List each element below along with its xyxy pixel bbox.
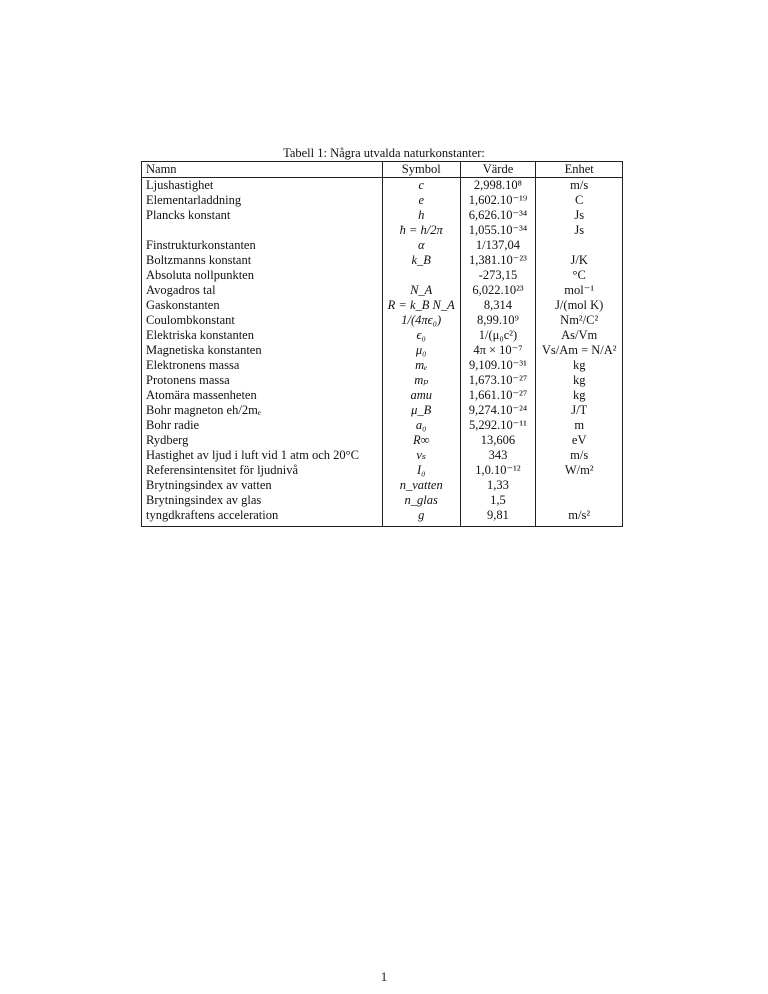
cell-symbol: N_A bbox=[382, 283, 460, 298]
cell-unit: Nm²/C² bbox=[536, 313, 623, 328]
cell-unit: J/(mol K) bbox=[536, 298, 623, 313]
cell-unit: °C bbox=[536, 268, 623, 283]
cell-unit: Js bbox=[536, 223, 623, 238]
table-row bbox=[142, 238, 623, 253]
cell-value: 1,055.10⁻³⁴ bbox=[460, 223, 536, 238]
cell-value: -273,15 bbox=[460, 268, 536, 283]
cell-name: Absoluta nollpunkten bbox=[146, 268, 254, 282]
cell-name: Gaskonstanten bbox=[146, 298, 220, 312]
cell-value: 1,5 bbox=[460, 493, 536, 508]
cell-symbol: a₀ bbox=[382, 418, 460, 433]
table-row bbox=[142, 178, 623, 194]
cell-name: Bohr radie bbox=[146, 418, 200, 432]
cell-name: Bohr magneton eh/2mₑ bbox=[146, 403, 261, 417]
cell-unit: kg bbox=[536, 358, 623, 373]
cell-name bbox=[142, 223, 383, 238]
table-row bbox=[142, 448, 623, 463]
cell-name: Magnetiska konstanten bbox=[146, 343, 262, 357]
cell-value: 8,99.10⁹ bbox=[460, 313, 536, 328]
cell-value: 2,998.10⁸ bbox=[460, 178, 536, 194]
cell-symbol: c bbox=[382, 178, 460, 194]
cell-value: 1/(μ₀c²) bbox=[460, 328, 536, 343]
table-row bbox=[142, 328, 623, 343]
cell-name: Plancks konstant bbox=[146, 208, 231, 222]
cell-symbol: μ₀ bbox=[382, 343, 460, 358]
header-name: Namn bbox=[142, 162, 383, 178]
cell-symbol: mₑ bbox=[382, 358, 460, 373]
cell-name: Coulombkonstant bbox=[146, 313, 235, 327]
table-row bbox=[142, 388, 623, 403]
cell-symbol: ħ = h/2π bbox=[382, 223, 460, 238]
cell-value: 1/137,04 bbox=[460, 238, 536, 253]
cell-name: Finstrukturkonstanten bbox=[146, 238, 256, 252]
cell-name: tyngdkraftens acceleration bbox=[146, 508, 279, 522]
table-row bbox=[142, 433, 623, 448]
table-row bbox=[142, 313, 623, 328]
cell-unit: W/m² bbox=[536, 463, 623, 478]
header-unit: Enhet bbox=[536, 162, 623, 178]
cell-unit: m/s bbox=[536, 448, 623, 463]
cell-unit: C bbox=[536, 193, 623, 208]
cell-value: 1,673.10⁻²⁷ bbox=[460, 373, 536, 388]
cell-symbol: R∞ bbox=[382, 433, 460, 448]
page-number: 1 bbox=[380, 970, 388, 984]
table-row bbox=[142, 358, 623, 373]
cell-value: 9,109.10⁻³¹ bbox=[460, 358, 536, 373]
table-caption: Tabell 1: Några utvalda naturkonstanter: bbox=[283, 146, 485, 160]
cell-value: 4π × 10⁻⁷ bbox=[460, 343, 536, 358]
table-row bbox=[142, 268, 623, 283]
table-row bbox=[142, 343, 623, 358]
table-header-row bbox=[142, 162, 623, 178]
cell-name: Ljushastighet bbox=[146, 178, 214, 192]
cell-value: 1,33 bbox=[460, 478, 536, 493]
cell-symbol: ϵ₀ bbox=[382, 328, 460, 343]
cell-value: 9,81 bbox=[460, 508, 536, 527]
cell-symbol: α bbox=[382, 238, 460, 253]
cell-name: Hastighet av ljud i luft vid 1 atm och 20°C bbox=[146, 448, 359, 462]
cell-value: 6,022.10²³ bbox=[460, 283, 536, 298]
cell-symbol: μ_B bbox=[382, 403, 460, 418]
cell-unit: J/T bbox=[536, 403, 623, 418]
table-body bbox=[142, 178, 623, 527]
cell-unit: eV bbox=[536, 433, 623, 448]
cell-value: 6,626.10⁻³⁴ bbox=[460, 208, 536, 223]
cell-symbol: h bbox=[382, 208, 460, 223]
table-row bbox=[142, 493, 623, 508]
cell-name: Atomära massenheten bbox=[146, 388, 257, 402]
header-symbol: Symbol bbox=[382, 162, 460, 178]
cell-symbol: R = k_B N_A bbox=[382, 298, 460, 313]
table-row bbox=[142, 223, 623, 238]
cell-name: Brytningsindex av glas bbox=[146, 493, 262, 507]
table-row bbox=[142, 508, 623, 527]
cell-symbol: k_B bbox=[382, 253, 460, 268]
cell-symbol: vₛ bbox=[382, 448, 460, 463]
cell-value: 1,381.10⁻²³ bbox=[460, 253, 536, 268]
table-row bbox=[142, 373, 623, 388]
cell-symbol: amu bbox=[382, 388, 460, 403]
table-row bbox=[142, 298, 623, 313]
cell-unit: Js bbox=[536, 208, 623, 223]
table-row bbox=[142, 193, 623, 208]
cell-symbol: mₚ bbox=[382, 373, 460, 388]
cell-symbol: e bbox=[382, 193, 460, 208]
cell-unit: m/s bbox=[536, 178, 623, 194]
cell-unit bbox=[536, 238, 623, 253]
cell-name: Avogadros tal bbox=[146, 283, 216, 297]
cell-symbol: 1/(4πϵ₀) bbox=[382, 313, 460, 328]
cell-unit: As/Vm bbox=[536, 328, 623, 343]
table-row bbox=[142, 463, 623, 478]
cell-value: 5,292.10⁻¹¹ bbox=[460, 418, 536, 433]
cell-unit: Vs/Am = N/A² bbox=[536, 343, 623, 358]
cell-value: 9,274.10⁻²⁴ bbox=[460, 403, 536, 418]
table-row bbox=[142, 208, 623, 223]
cell-name: Elektronens massa bbox=[146, 358, 240, 372]
cell-symbol: g bbox=[382, 508, 460, 527]
cell-value: 343 bbox=[460, 448, 536, 463]
table-row bbox=[142, 283, 623, 298]
cell-name: Elementarladdning bbox=[146, 193, 242, 207]
cell-value: 1,0.10⁻¹² bbox=[460, 463, 536, 478]
cell-name: Elektriska konstanten bbox=[146, 328, 254, 342]
cell-unit bbox=[536, 493, 623, 508]
cell-symbol bbox=[382, 268, 460, 283]
cell-unit: mol⁻¹ bbox=[536, 283, 623, 298]
cell-name: Boltzmanns konstant bbox=[146, 253, 252, 267]
cell-symbol: n_glas bbox=[382, 493, 460, 508]
cell-symbol: n_vatten bbox=[382, 478, 460, 493]
cell-name: Rydberg bbox=[146, 433, 189, 447]
cell-unit: m bbox=[536, 418, 623, 433]
cell-unit: kg bbox=[536, 373, 623, 388]
cell-symbol: I₀ bbox=[382, 463, 460, 478]
cell-unit: m/s² bbox=[536, 508, 623, 527]
constants-table bbox=[141, 161, 623, 527]
cell-value: 1,602.10⁻¹⁹ bbox=[460, 193, 536, 208]
cell-unit: kg bbox=[536, 388, 623, 403]
cell-unit: J/K bbox=[536, 253, 623, 268]
cell-name: Brytningsindex av vatten bbox=[146, 478, 272, 492]
cell-name: Protonens massa bbox=[146, 373, 230, 387]
cell-unit bbox=[536, 478, 623, 493]
header-value: Värde bbox=[460, 162, 536, 178]
cell-name: Referensintensitet för ljudnivå bbox=[146, 463, 299, 477]
table-row bbox=[142, 253, 623, 268]
cell-value: 1,661.10⁻²⁷ bbox=[460, 388, 536, 403]
cell-value: 8,314 bbox=[460, 298, 536, 313]
table-row bbox=[142, 478, 623, 493]
table-row bbox=[142, 403, 623, 418]
table-row bbox=[142, 418, 623, 433]
cell-value: 13,606 bbox=[460, 433, 536, 448]
